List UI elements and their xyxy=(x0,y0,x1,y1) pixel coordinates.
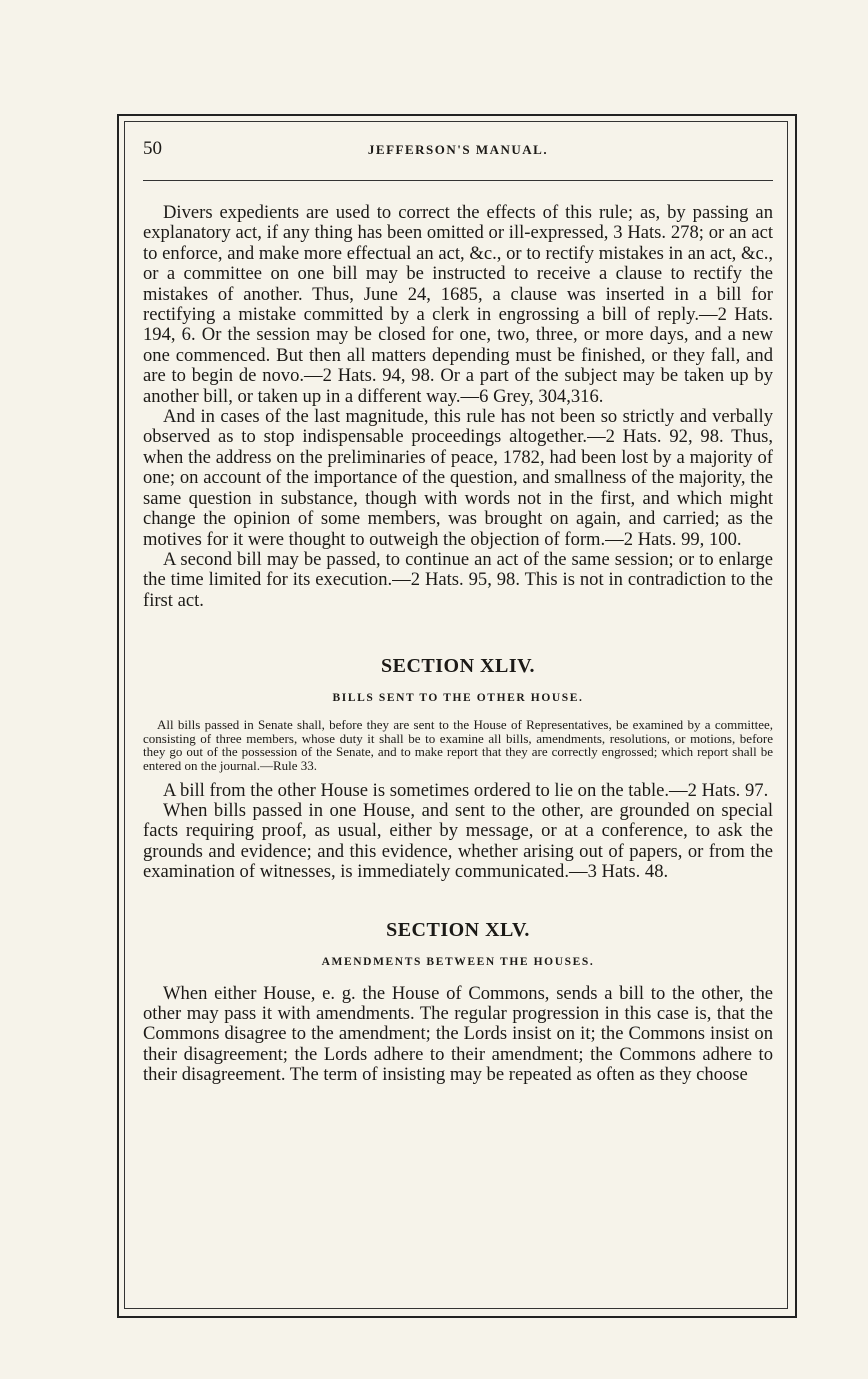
senate-rule-33: All bills passed in Senate shall, before they are sent to the House of Representatives, be examined by a committee, consisting of three members, whose duty it shall be to examine all bills, amendments, resolutions, or motions, before they go out of the possession of the Senate, and to make report that they are correctly engrossed; which report shall be entered on the journal.—Rule 33. xyxy=(143,717,773,773)
section-44-subheading: BILLS SENT TO THE OTHER HOUSE. xyxy=(332,692,584,705)
page-content xyxy=(143,138,773,1086)
running-header xyxy=(143,138,773,181)
section-45-subheading: AMENDMENTS BETWEEN THE HOUSES. xyxy=(321,955,595,968)
paragraph-divers-expedients: Divers expedients are used to correct the effects of this rule; as, by passing an explanatory act, if any thing has been omitted or ill-expressed, 3 Hats. 278; or an act to enforce, and make more effectual an act, &c., or to rectify mistakes in an act, &c., or a committee on one bill may be instructed to receive a clause to rectify the mistakes of another. Thus, June 24, 1685, a clause was inserted in a bill for rectifying a mistake committed by a clerk in engrossing a bill of reply.—2 Hats. 194, 6. Or the session may be closed for one, two, three, or more days, and a new one commenced. But then all matters depending must be finished, or they fall, and are to begin de novo.—2 Hats. 94, 98. Or a part of the subject may be taken up by another bill, or taken up in a different way.—6 Grey, 304,316. xyxy=(143,202,773,407)
paragraph-special-facts: When bills passed in one House, and sent to the other, are grounded on special facts requiring proof, as usual, either by message, or at a conference, to ask the grounds and evidence; and this evidence, whether arising out of papers, or from the examination of witnesses, is immediately communicated.—3 Hats. 48. xyxy=(143,799,773,883)
page-number: 50 xyxy=(143,138,162,159)
paragraph-lie-on-table: A bill from the other House is sometimes ordered to lie on the table.—2 Hats. 97. xyxy=(163,779,769,801)
running-title: JEFFERSON'S MANUAL. xyxy=(367,142,549,157)
paragraph-second-bill: A second bill may be passed, to continue an act of the same session; or to enlarge the time limited for its execution.—2 Hats. 95, 98. This is not in contradiction to the first act. xyxy=(143,548,773,611)
section-45-heading: SECTION XLV. xyxy=(386,918,530,941)
paragraph-amendments: When either House, e. g. the House of Commons, sends a bill to the other, the other may pass it with amendments. The regular progression in this case is, that the Commons disagree to the amendment; the Lords insist on it; the Commons insist on their disagreement; the Lords adhere to their amendment; the Commons adhere to their disagreement. The term of insisting may be repeated as often as they choose xyxy=(143,982,773,1086)
paragraph-last-magnitude: And in cases of the last magnitude, this rule has not been so strictly and verbally observed as to stop indispensable proceedings altogether.—2 Hats. 92, 98. Thus, when the address on the preliminaries of peace, 1782, had been lost by a majority of one; on account of the importance of the question, and smallness of the majority, the same question in substance, though with words not in the first, and which might change the opinion of some members, was brought on again, and carried; as the motives for it were thought to outweigh the objection of form.—2 Hats. 99, 100. xyxy=(143,406,773,550)
section-44-heading: SECTION XLIV. xyxy=(381,655,535,678)
